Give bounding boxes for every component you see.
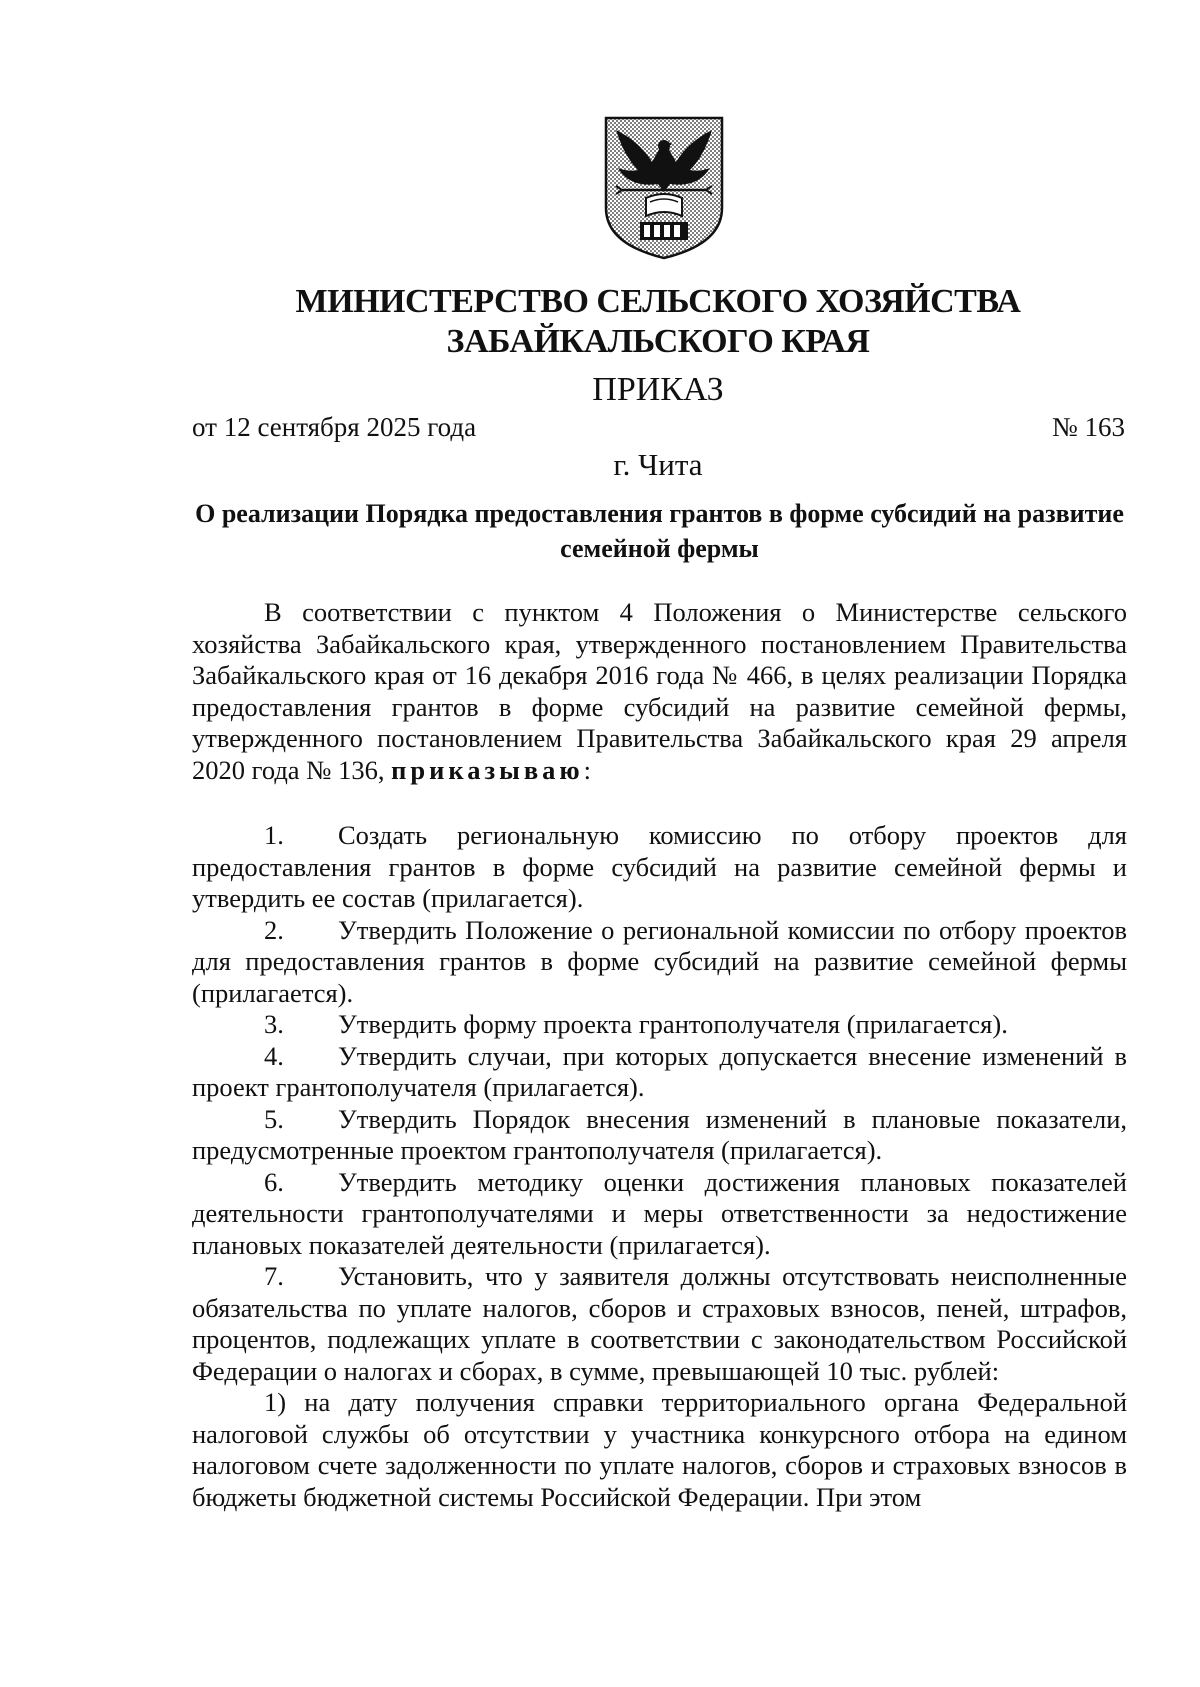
item-number: 2. (264, 914, 284, 945)
item-number: 4. (264, 1040, 284, 1071)
preamble-paragraph (192, 597, 1127, 786)
ministry-name-line1: МИНИСТЕРСТВО СЕЛЬСКОГО ХОЗЯЙСТВА (295, 283, 1021, 320)
preamble (192, 597, 1127, 786)
item-text: Утвердить форму проекта грантополучателя (прилагается). (338, 1009, 1008, 1039)
zabaykalsky-coat-of-arms-icon (600, 112, 728, 262)
order-word: приказываю (391, 754, 584, 785)
order-subject: О реализации Порядка предоставления грантов в форме субсидий на развитие семейной фермы (195, 499, 1124, 563)
item-text: Утвердить методику оценки достижения плановых показателей деятельности грантополучателями и меры ответственности за недостижение плановых показателей деятельности (прилагается). (192, 1166, 1127, 1260)
item-number: 7. (264, 1261, 284, 1291)
item-text: Создать региональную комиссию по отбору проектов для предоставления грантов в форме субсидий на развитие семейной фермы и утвердить ее состав (прилагается). (192, 820, 1127, 913)
list-item (192, 1009, 1127, 1041)
item-number: 5. (264, 1103, 284, 1134)
document-type: ПРИКАЗ (592, 371, 724, 408)
preamble-tail: : (583, 754, 592, 785)
order-city: г. Чита (613, 447, 703, 482)
item-text: на дату получения справки территориального органа Федеральной налоговой службы об отсутствии у участника конкурсного отбора на едином налоговом счете задолженности по уплате налогов, сборов и страховых взносов в бюджеты бюджетной системы Российской Федерации. При этом (192, 1387, 1127, 1512)
item-number: 3. (264, 1009, 284, 1039)
order-items (192, 820, 1127, 1513)
list-item (192, 820, 1127, 915)
list-item (192, 915, 1127, 1010)
ministry-name-line2: ЗАБАЙКАЛЬСКОГО КРАЯ (446, 323, 870, 360)
list-item (192, 1261, 1127, 1387)
list-item (192, 1041, 1127, 1104)
item-text: Установить, что у заявителя должны отсутствовать неисполненные обязательства по уплате налогов, сборов и страховых взносов, пеней, штрафов, процентов, подлежащих уплате в соответствии с законодательством Российской Федерации о налогах и сборах, в сумме, превышающей 10 тыс. рублей: (192, 1261, 1127, 1386)
item-text: Утвердить Положение о региональной комиссии по отбору проектов для предоставления грантов в форме субсидий на развитие семейной фермы (прилагается). (192, 914, 1127, 1008)
list-item (192, 1167, 1127, 1262)
sub-list-item (192, 1387, 1127, 1513)
preamble-text: В соответствии с пунктом 4 Положения о Министерстве сельского хозяйства Забайкальского края, утвержденного постановлением Правительства Забайкальского края от 16 декабря 2016 года № 466, в целях реализации Порядка предоставления грантов в форме субсидий на развитие семейной фермы, утвержденного постановлением Правительства Забайкальского края 29 апреля 2020 года № 136, (192, 597, 1127, 785)
list-item (192, 1104, 1127, 1167)
item-number: 1) (264, 1387, 287, 1417)
order-number: № 163 (1051, 412, 1125, 442)
item-number: 1. (264, 820, 284, 850)
item-text: Утвердить случаи, при которых допускается внесение изменений в проект грантополучателя (прилагается). (192, 1040, 1127, 1102)
order-date: от 12 сентября 2025 года (192, 412, 477, 442)
item-number: 6. (264, 1166, 284, 1197)
item-text: Утвердить Порядок внесения изменений в плановые показатели, предусмотренные проектом грантополучателя (прилагается). (192, 1103, 1127, 1165)
